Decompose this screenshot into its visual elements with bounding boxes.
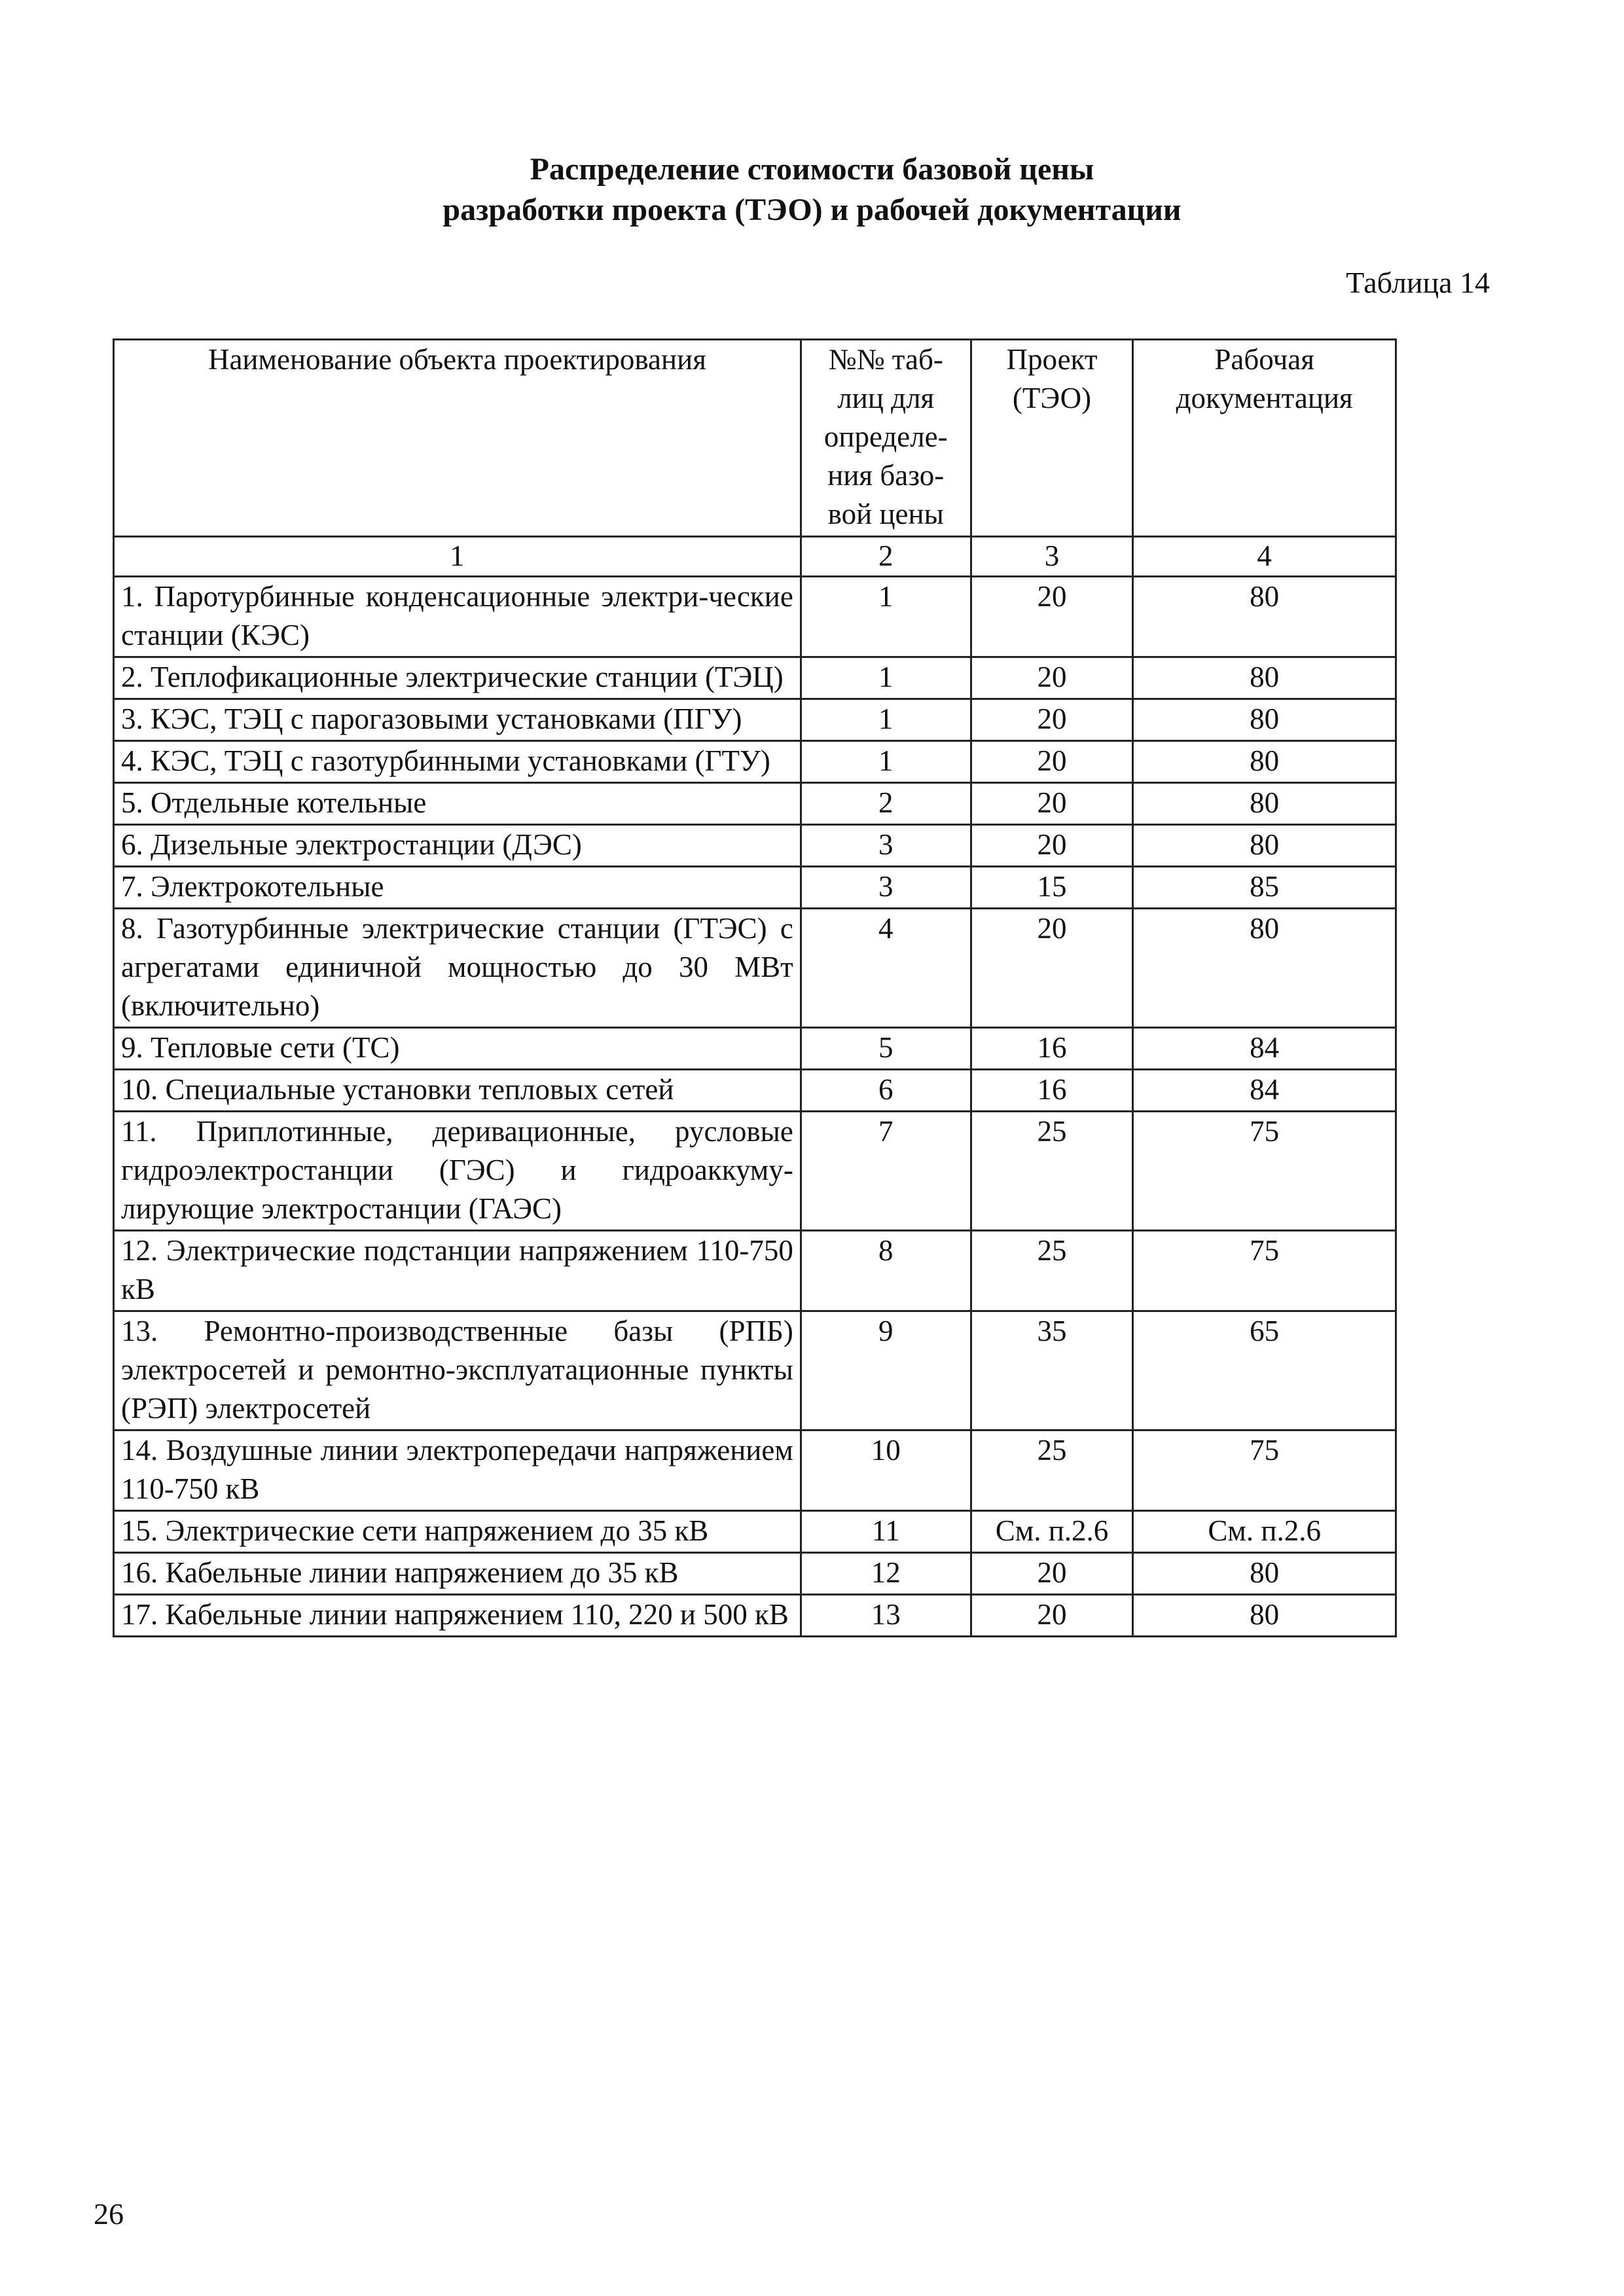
project-share-cell: 20	[971, 1553, 1133, 1595]
table-row	[114, 1553, 1396, 1595]
object-name-cell: 2. Теплофикационные электрические станции (ТЭЦ)	[114, 657, 801, 699]
table-row	[114, 1070, 1396, 1112]
table-number-cell: 1	[801, 741, 971, 783]
project-share-cell: 25	[971, 1112, 1133, 1231]
project-share-cell: 20	[971, 657, 1133, 699]
project-share-cell: 15	[971, 867, 1133, 909]
header-project-text: Проект (ТЭО)	[1006, 343, 1098, 414]
table-row	[114, 909, 1396, 1028]
object-name-cell: 14. Воздушные линии электропередачи напряжением 110-750 кВ	[114, 1430, 801, 1511]
column-index: 1	[114, 537, 801, 577]
table-row	[114, 783, 1396, 825]
table-number-cell: 1	[801, 657, 971, 699]
table-row	[114, 1231, 1396, 1311]
working-docs-share-cell: 80	[1133, 741, 1396, 783]
header-object-name-text: Наименование объекта проектирования	[208, 343, 706, 376]
object-name-cell: 11. Приплотинные, деривационные, русловые гидроэлектростанции (ГЭС) и гидроаккуму-лирующие электростанции (ГАЭС)	[114, 1112, 801, 1231]
column-index: 4	[1133, 537, 1396, 577]
table-number-cell: 13	[801, 1595, 971, 1637]
working-docs-share-cell: 80	[1133, 1595, 1396, 1637]
working-docs-share-cell: 80	[1133, 825, 1396, 867]
title-line-1: Распределение стоимости базовой цены	[530, 152, 1094, 187]
table-number-cell: 12	[801, 1553, 971, 1595]
project-share-cell: 20	[971, 825, 1133, 867]
object-name-cell: 7. Электрокотельные	[114, 867, 801, 909]
document-title	[0, 149, 1624, 230]
working-docs-share-cell: 84	[1133, 1028, 1396, 1070]
project-share-cell: 25	[971, 1430, 1133, 1511]
table-number-cell: 11	[801, 1511, 971, 1553]
object-name-cell: 8. Газотурбинные электрические станции (ГТЭС) с агрегатами единичной мощностью до 30 МВт (включительно)	[114, 909, 801, 1028]
table-number-cell: 2	[801, 783, 971, 825]
table-number-cell: 4	[801, 909, 971, 1028]
working-docs-share-cell: 80	[1133, 1553, 1396, 1595]
table-row	[114, 1112, 1396, 1231]
table-number-cell: 10	[801, 1430, 971, 1511]
table-row	[114, 699, 1396, 741]
object-name-cell: 3. КЭС, ТЭЦ с парогазовыми установками (ПГУ)	[114, 699, 801, 741]
object-name-cell: 1. Паротурбинные конденсационные электри-ческие станции (КЭС)	[114, 577, 801, 657]
table-row	[114, 1430, 1396, 1511]
project-share-cell: См. п.2.6	[971, 1511, 1133, 1553]
object-name-cell: 10. Специальные установки тепловых сетей	[114, 1070, 801, 1112]
table-row	[114, 825, 1396, 867]
project-share-cell: 20	[971, 909, 1133, 1028]
object-name-cell: 4. КЭС, ТЭЦ с газотурбинными установками (ГТУ)	[114, 741, 801, 783]
project-share-cell: 20	[971, 741, 1133, 783]
table-row	[114, 1311, 1396, 1430]
header-table-numbers-text: №№ таб- лиц для определе- ния базо- вой цены	[823, 343, 948, 530]
project-share-cell: 20	[971, 577, 1133, 657]
object-name-cell: 9. Тепловые сети (ТС)	[114, 1028, 801, 1070]
header-object-name	[114, 340, 801, 537]
working-docs-share-cell: 75	[1133, 1112, 1396, 1231]
object-name-cell: 5. Отдельные котельные	[114, 783, 801, 825]
project-share-cell: 20	[971, 1595, 1133, 1637]
project-share-cell: 16	[971, 1028, 1133, 1070]
table-number-cell: 6	[801, 1070, 971, 1112]
table-row	[114, 577, 1396, 657]
working-docs-share-cell: 65	[1133, 1311, 1396, 1430]
working-docs-share-cell: 80	[1133, 909, 1396, 1028]
working-docs-share-cell: 84	[1133, 1070, 1396, 1112]
working-docs-share-cell: 80	[1133, 657, 1396, 699]
cost-distribution-table	[113, 338, 1397, 1637]
table-number-cell: 3	[801, 825, 971, 867]
project-share-cell: 35	[971, 1311, 1133, 1430]
project-share-cell: 20	[971, 699, 1133, 741]
table-number-cell: 1	[801, 699, 971, 741]
table-row	[114, 741, 1396, 783]
object-name-cell: 13. Ремонтно-производственные базы (РПБ) электросетей и ремонтно-эксплуатационные пункты (РЭП) электросетей	[114, 1311, 801, 1430]
object-name-cell: 17. Кабельные линии напряжением 110, 220 и 500 кВ	[114, 1595, 801, 1637]
table-row	[114, 1595, 1396, 1637]
table-number-cell: 3	[801, 867, 971, 909]
object-name-cell: 16. Кабельные линии напряжением до 35 кВ	[114, 1553, 801, 1595]
working-docs-share-cell: 80	[1133, 577, 1396, 657]
table-header-row	[114, 340, 1396, 537]
working-docs-share-cell: 75	[1133, 1231, 1396, 1311]
table-number-cell: 8	[801, 1231, 971, 1311]
project-share-cell: 20	[971, 783, 1133, 825]
object-name-cell: 6. Дизельные электростанции (ДЭС)	[114, 825, 801, 867]
working-docs-share-cell: 85	[1133, 867, 1396, 909]
title-line-2: разработки проекта (ТЭО) и рабочей документации	[442, 192, 1182, 227]
table-number-cell: 5	[801, 1028, 971, 1070]
table-row	[114, 867, 1396, 909]
table-label: Таблица 14	[1346, 266, 1490, 299]
header-working-docs-text: Рабочая документация	[1176, 343, 1353, 414]
object-name-cell: 12. Электрические подстанции напряжением 110-750 кВ	[114, 1231, 801, 1311]
table-number-cell: 1	[801, 577, 971, 657]
page-number: 26	[94, 2197, 124, 2231]
header-table-numbers	[801, 340, 971, 537]
working-docs-share-cell: 75	[1133, 1430, 1396, 1511]
project-share-cell: 16	[971, 1070, 1133, 1112]
table-number-cell: 7	[801, 1112, 971, 1231]
object-name-cell: 15. Электрические сети напряжением до 35 кВ	[114, 1511, 801, 1553]
table-row	[114, 657, 1396, 699]
working-docs-share-cell: См. п.2.6	[1133, 1511, 1396, 1553]
project-share-cell: 25	[971, 1231, 1133, 1311]
table-number-cell: 9	[801, 1311, 971, 1430]
header-project	[971, 340, 1133, 537]
column-index: 3	[971, 537, 1133, 577]
table-row	[114, 1511, 1396, 1553]
column-index-row	[114, 537, 1396, 577]
column-index: 2	[801, 537, 971, 577]
header-working-docs	[1133, 340, 1396, 537]
table-row	[114, 1028, 1396, 1070]
working-docs-share-cell: 80	[1133, 699, 1396, 741]
working-docs-share-cell: 80	[1133, 783, 1396, 825]
